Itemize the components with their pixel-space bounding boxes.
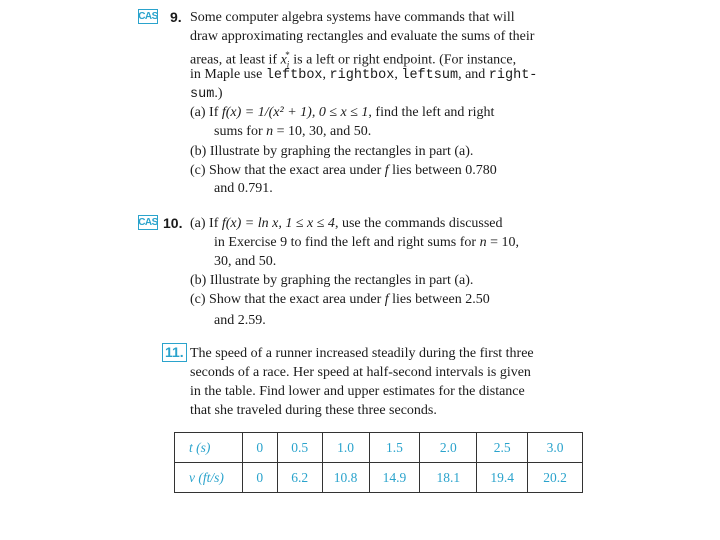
table-cell: 1.0 — [322, 433, 369, 463]
code-leftsum: leftsum — [401, 68, 459, 83]
cas-icon: CAS — [138, 217, 158, 228]
ex11-line-4: that she traveled during these three seconds. — [190, 403, 437, 418]
ex10-part-a-cont2: 30, and 50. — [214, 254, 277, 269]
table-cell: 20.2 — [528, 463, 583, 493]
ex11-line-1: The speed of a runner increased steadily during the first three — [190, 346, 534, 361]
ex9-part-c-cont: and 0.791. — [214, 181, 273, 196]
time-header: t (s) — [175, 433, 243, 463]
exercise-11-number: 11. — [162, 343, 187, 362]
table-cell: 19.4 — [477, 463, 528, 493]
code-rightbox: rightbox — [329, 68, 395, 83]
table-cell: 10.8 — [322, 463, 369, 493]
table-cell: 0.5 — [277, 433, 322, 463]
ex11-line-3: in the table. Find lower and upper estimates for the distance — [190, 384, 525, 399]
ex9-line-4: in Maple use leftbox, rightbox, leftsum, and right- — [190, 67, 538, 83]
table-row — [175, 463, 583, 493]
ex11-line-2: seconds of a race. Her speed at half-second intervals is given — [190, 365, 531, 380]
table-cell: 6.2 — [277, 463, 322, 493]
exercise-9-number: 9. — [170, 9, 182, 25]
table-cell: 18.1 — [420, 463, 477, 493]
ex10-part-a: (a) If f(x) = ln x, 1 ≤ x ≤ 4, use the commands discussed — [190, 216, 503, 231]
ex9-line-5: sum.) — [190, 86, 223, 102]
ex10-part-a-cont: in Exercise 9 to find the left and right sums for n = 10, — [214, 235, 519, 250]
table-cell: 0 — [242, 433, 277, 463]
ex9-part-b: (b) Illustrate by graphing the rectangles in part (a). — [190, 144, 474, 159]
cas-icon: CAS — [138, 11, 158, 22]
ex9-line-2: draw approximating rectangles and evaluate the sums of their — [190, 29, 535, 44]
table-cell: 0 — [242, 463, 277, 493]
speed-table — [174, 432, 583, 493]
ex9-line-1: Some computer algebra systems have commands that will — [190, 10, 515, 25]
ex9-part-c: (c) Show that the exact area under f lies between 0.780 — [190, 163, 497, 178]
ex9-part-a: (a) If f(x) = 1/(x² + 1), 0 ≤ x ≤ 1, find the left and right — [190, 105, 495, 120]
exercise-10-number: 10. — [163, 215, 183, 231]
speed-header: v (ft/s) — [175, 463, 243, 493]
ex10-part-b: (b) Illustrate by graphing the rectangles in part (a). — [190, 273, 474, 288]
code-rightsum: right- — [488, 68, 538, 83]
table-cell: 2.5 — [477, 433, 528, 463]
ex10-part-c-cont: and 2.59. — [214, 313, 266, 328]
ex9-part-a-cont: sums for n = 10, 30, and 50. — [214, 124, 372, 139]
table-cell: 14.9 — [369, 463, 420, 493]
table-cell: 1.5 — [369, 433, 420, 463]
code-leftbox: leftbox — [265, 68, 323, 83]
ex10-part-c: (c) Show that the exact area under f lies between 2.50 — [190, 292, 490, 307]
table-cell: 2.0 — [420, 433, 477, 463]
table-cell: 3.0 — [528, 433, 583, 463]
ex9-line-3: areas, at least if $x_i^*$ is a left or right endpoint. (For instance, — [190, 50, 517, 70]
table-row — [175, 433, 583, 463]
